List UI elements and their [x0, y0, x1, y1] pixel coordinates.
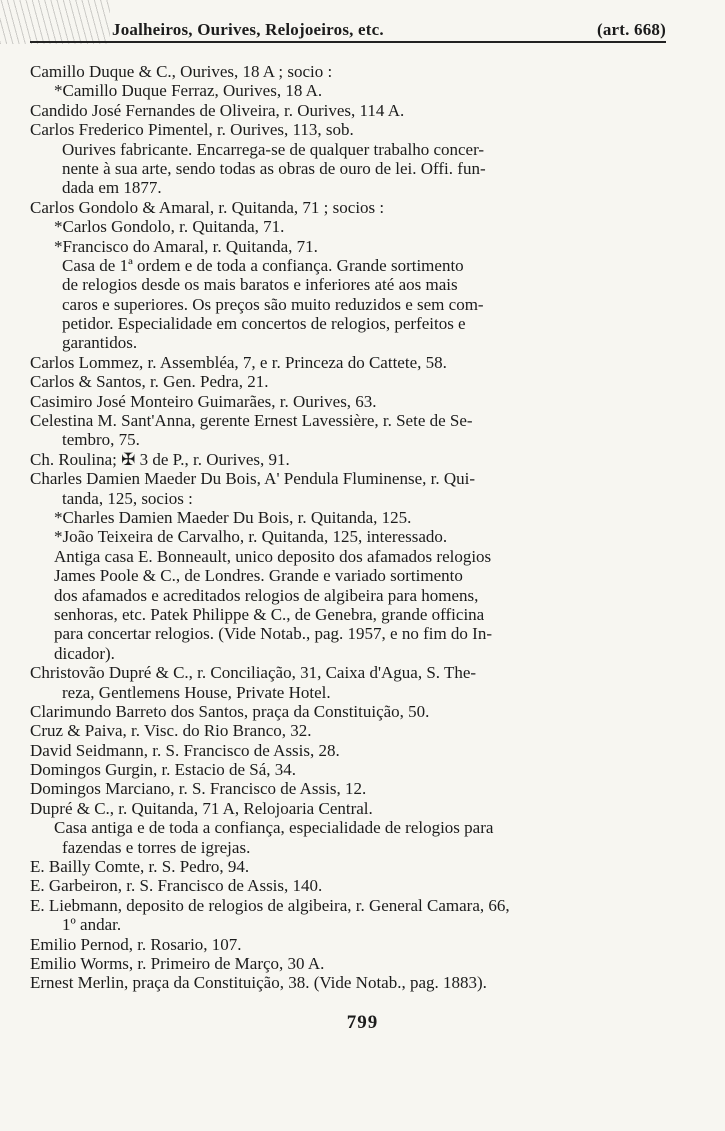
- entry-continuation-line: fazendas e torres de igrejas.: [62, 837, 251, 857]
- entry-line: Ch. Roulina; ✠ 3 de P., r. Ourives, 91.: [30, 449, 290, 469]
- entry-line: Ernest Merlin, praça da Constituição, 38. (Vide Notab., pag. 1883).: [30, 973, 487, 993]
- entry-line: Emilio Worms, r. Primeiro de Março, 30 A.: [30, 953, 325, 973]
- entry-continuation-line: dicador).: [54, 643, 115, 663]
- entry-line: Christovão Dupré & C., r. Conciliação, 31, Caixa d'Agua, S. The-: [30, 663, 477, 683]
- entry-line: E. Liebmann, deposito de relogios de algibeira, r. General Camara, 66,: [30, 895, 510, 915]
- entry-continuation-line: tembro, 75.: [62, 430, 140, 450]
- entry-line: Casimiro José Monteiro Guimarães, r. Ourives, 63.: [30, 391, 377, 411]
- entry-continuation-line: Antiga casa E. Bonneault, unico deposito dos afamados relogios: [54, 546, 492, 566]
- entry-continuation-line: petidor. Especialidade em concertos de relogios, perfeitos e: [62, 314, 466, 334]
- entry-continuation-line: dos afamados e acreditados relogios de algibeira para homens,: [54, 585, 479, 605]
- entry-continuation-line: 1º andar.: [62, 915, 122, 935]
- entry-continuation-line: de relogios desde os mais baratos e inferiores até aos mais: [62, 275, 458, 295]
- entry-line: E. Garbeiron, r. S. Francisco de Assis, 140.: [30, 876, 323, 896]
- entry-continuation-line: dada em 1877.: [62, 178, 162, 198]
- entry-line: Domingos Gurgin, r. Estacio de Sá, 34.: [30, 760, 296, 780]
- entry-continuation-line: nente à sua arte, sendo todas as obras de ouro de lei. Offi. fun-: [62, 158, 486, 178]
- entry-line: Cruz & Paiva, r. Visc. do Rio Branco, 32.: [30, 721, 312, 741]
- entry-line: Carlos Frederico Pimentel, r. Ourives, 113, sob.: [30, 120, 354, 140]
- entry-continuation-line: Casa de 1ª ordem e de toda a confiança. Grande sortimento: [62, 255, 464, 275]
- entry-continuation-line: para concertar relogios. (Vide Notab., pag. 1957, e no fim do In-: [54, 624, 492, 644]
- entry-continuation-line: *Francisco do Amaral, r. Quitanda, 71.: [54, 236, 318, 256]
- entry-line: Charles Damien Maeder Du Bois, A' Pendula Fluminense, r. Qui-: [30, 469, 475, 489]
- entry-line: Dupré & C., r. Quitanda, 71 A, Relojoaria Central.: [30, 798, 373, 818]
- entry-line: Celestina M. Sant'Anna, gerente Ernest Lavessière, r. Sete de Se-: [30, 411, 473, 431]
- header-rule: [30, 41, 666, 43]
- entry-line: Camillo Duque & C., Ourives, 18 A ; socio :: [30, 62, 333, 81]
- entry-continuation-line: *Carlos Gondolo, r. Quitanda, 71.: [54, 217, 285, 237]
- entry-continuation-line: *Charles Damien Maeder Du Bois, r. Quitanda, 125.: [54, 507, 412, 527]
- entry-line: Clarimundo Barreto dos Santos, praça da Constituição, 50.: [30, 701, 430, 721]
- entry-line: David Seidmann, r. S. Francisco de Assis, 28.: [30, 740, 340, 760]
- entry-continuation-line: *Camillo Duque Ferraz, Ourives, 18 A.: [54, 81, 323, 101]
- entry-continuation-line: Casa antiga e de toda a confiança, especialidade de relogios para: [54, 818, 494, 838]
- entry-continuation-line: *João Teixeira de Carvalho, r. Quitanda, 125, interessado.: [54, 527, 448, 547]
- entry-continuation-line: senhoras, etc. Patek Philippe & C., de Genebra, grande officina: [54, 604, 485, 624]
- entry-line: E. Bailly Comte, r. S. Pedro, 94.: [30, 857, 250, 877]
- entry-continuation-line: James Poole & C., de Londres. Grande e variado sortimento: [54, 566, 463, 586]
- entry-continuation-line: Ourives fabricante. Encarrega-se de qualquer trabalho concer-: [62, 139, 485, 159]
- entry-line: Carlos & Santos, r. Gen. Pedra, 21.: [30, 372, 269, 392]
- entry-line: Emilio Pernod, r. Rosario, 107.: [30, 934, 242, 954]
- entry-continuation-line: tanda, 125, socios :: [62, 488, 193, 508]
- entry-continuation-line: reza, Gentlemens House, Private Hotel.: [62, 682, 331, 702]
- directory-entries: [30, 62, 670, 993]
- article-number: (art. 668): [596, 20, 666, 39]
- entry-line: Candido José Fernandes de Oliveira, r. Ourives, 114 A.: [30, 100, 405, 120]
- header-title: Joalheiros, Ourives, Relojoeiros, etc.: [112, 20, 384, 39]
- entry-line: Carlos Gondolo & Amaral, r. Quitanda, 71 ; socios :: [30, 197, 385, 217]
- entry-continuation-line: garantidos.: [62, 333, 138, 353]
- page-number: 799: [346, 1012, 379, 1033]
- entry-line: Domingos Marciano, r. S. Francisco de Assis, 12.: [30, 779, 367, 799]
- entry-continuation-line: caros e superiores. Os preços são muito reduzidos e sem com-: [62, 294, 484, 314]
- running-header: [0, 16, 666, 42]
- entry-line: Carlos Lommez, r. Assembléa, 7, e r. Princeza do Cattete, 58.: [30, 352, 447, 372]
